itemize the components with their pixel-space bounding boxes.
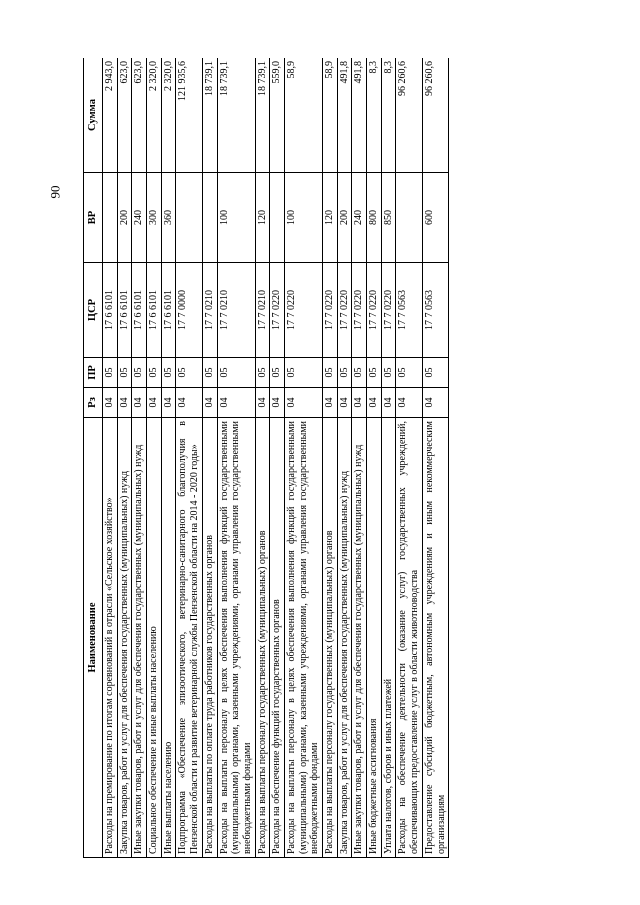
cell-name: Иные бюджетные ассигнования <box>367 418 382 858</box>
cell-name: Закупка товаров, работ и услуг для обеспечения государственных (муниципальных) нужд <box>117 418 132 858</box>
cell-vr: 200 <box>337 173 352 263</box>
cell-name: Расходы на выплаты по оплате труда работников государственных органов <box>202 418 217 858</box>
cell-sum: 18 739,1 <box>202 58 217 173</box>
cell-rz: 04 <box>117 388 132 418</box>
table-row <box>147 58 162 858</box>
table-body <box>103 58 449 858</box>
cell-pr: 05 <box>367 358 382 388</box>
table-row <box>255 58 270 858</box>
table-row <box>217 58 255 858</box>
table-row <box>337 58 352 858</box>
table-row <box>323 58 338 858</box>
cell-vr: 300 <box>147 173 162 263</box>
cell-pr: 05 <box>396 358 422 388</box>
cell-csr: 17 7 0220 <box>270 263 285 358</box>
table-row <box>202 58 217 858</box>
cell-sum: 623,0 <box>132 58 147 173</box>
cell-csr: 17 6 6101 <box>103 263 118 358</box>
cell-rz: 04 <box>217 388 255 418</box>
cell-vr: 120 <box>255 173 270 263</box>
cell-csr: 17 7 0220 <box>323 263 338 358</box>
cell-name: Расходы на выплаты персоналу государственных (муниципальных) органов <box>323 418 338 858</box>
table-header-row <box>84 58 103 858</box>
cell-pr: 05 <box>381 358 396 388</box>
rotated-page-area <box>83 58 578 858</box>
cell-vr <box>202 173 217 263</box>
cell-csr: 17 7 0000 <box>176 263 202 358</box>
cell-name: Расходы на выплаты персоналу в целях обеспечения выполнения функций государственными (муниципальными) органами, казенными учреждениями, органами управления государственными внебюджетными фондами <box>284 418 322 858</box>
cell-rz: 04 <box>422 388 448 418</box>
cell-pr: 05 <box>147 358 162 388</box>
cell-name: Иные выплаты населению <box>161 418 176 858</box>
table-row <box>284 58 322 858</box>
cell-pr: 05 <box>352 358 367 388</box>
cell-sum: 2 320,0 <box>161 58 176 173</box>
cell-pr: 05 <box>422 358 448 388</box>
header-vr: ВР <box>84 173 103 263</box>
cell-csr: 17 7 0220 <box>367 263 382 358</box>
cell-pr: 05 <box>161 358 176 388</box>
header-pr: ПР <box>84 358 103 388</box>
cell-pr: 05 <box>217 358 255 388</box>
cell-rz: 04 <box>103 388 118 418</box>
cell-sum: 8,3 <box>381 58 396 173</box>
table-row <box>396 58 422 858</box>
cell-name: Расходы на выплаты персоналу в целях обеспечения выполнения функций государственными (муниципальными) органами, казенными учреждениями, органами управления государственными внебюджетными фондами <box>217 418 255 858</box>
cell-rz: 04 <box>323 388 338 418</box>
cell-name: Закупка товаров, работ и услуг для обеспечения государственных (муниципальных) нужд <box>337 418 352 858</box>
cell-pr: 05 <box>132 358 147 388</box>
cell-pr: 05 <box>323 358 338 388</box>
cell-sum: 96 260,6 <box>396 58 422 173</box>
cell-sum: 96 260,6 <box>422 58 448 173</box>
cell-rz: 04 <box>202 388 217 418</box>
cell-vr: 850 <box>381 173 396 263</box>
table-row <box>117 58 132 858</box>
cell-csr: 17 7 0220 <box>284 263 322 358</box>
table-row <box>103 58 118 858</box>
cell-name: Иные закупки товаров, работ и услуг для обеспечения государственных (муниципальных) нужд <box>352 418 367 858</box>
cell-csr: 17 7 0220 <box>337 263 352 358</box>
table-row <box>161 58 176 858</box>
cell-sum: 2 943,0 <box>103 58 118 173</box>
cell-sum: 121 935,6 <box>176 58 202 173</box>
header-rz: Рз <box>84 388 103 418</box>
cell-rz: 04 <box>352 388 367 418</box>
cell-pr: 05 <box>284 358 322 388</box>
cell-sum: 58,9 <box>323 58 338 173</box>
cell-vr: 200 <box>117 173 132 263</box>
cell-sum: 491,8 <box>352 58 367 173</box>
cell-csr: 17 7 0210 <box>217 263 255 358</box>
cell-name: Иные закупки товаров, работ и услуг для обеспечения государственных (муниципальных) нужд <box>132 418 147 858</box>
cell-sum: 559,0 <box>270 58 285 173</box>
header-sum: Сумма <box>84 58 103 173</box>
cell-rz: 04 <box>381 388 396 418</box>
cell-vr: 240 <box>132 173 147 263</box>
cell-pr: 05 <box>270 358 285 388</box>
cell-sum: 2 320,0 <box>147 58 162 173</box>
cell-vr: 120 <box>323 173 338 263</box>
cell-rz: 04 <box>176 388 202 418</box>
cell-pr: 05 <box>176 358 202 388</box>
page-number: 90 <box>47 185 62 199</box>
table-row <box>270 58 285 858</box>
cell-sum: 623,0 <box>117 58 132 173</box>
table-row <box>381 58 396 858</box>
cell-rz: 04 <box>161 388 176 418</box>
cell-csr: 17 6 6101 <box>132 263 147 358</box>
cell-sum: 58,9 <box>284 58 322 173</box>
cell-vr <box>103 173 118 263</box>
cell-pr: 05 <box>337 358 352 388</box>
cell-name: Уплата налогов, сборов и иных платежей <box>381 418 396 858</box>
cell-pr: 05 <box>103 358 118 388</box>
cell-pr: 05 <box>117 358 132 388</box>
cell-csr: 17 7 0220 <box>352 263 367 358</box>
cell-vr: 100 <box>217 173 255 263</box>
table-row <box>367 58 382 858</box>
cell-rz: 04 <box>147 388 162 418</box>
cell-name: Расходы на премирование по итогам соревнований в отрасли «Сельское хозяйство» <box>103 418 118 858</box>
cell-vr: 600 <box>422 173 448 263</box>
rotated-content <box>83 58 578 858</box>
cell-rz: 04 <box>367 388 382 418</box>
table-row <box>132 58 147 858</box>
cell-pr: 05 <box>255 358 270 388</box>
cell-rz: 04 <box>284 388 322 418</box>
cell-name: Предоставление субсидий бюджетным, автономным учреждениям и иным некоммерческим организациям <box>422 418 448 858</box>
cell-rz: 04 <box>255 388 270 418</box>
cell-sum: 491,8 <box>337 58 352 173</box>
cell-pr: 05 <box>202 358 217 388</box>
cell-name: Расходы на обеспечение функций государственных органов <box>270 418 285 858</box>
cell-name: Социальное обеспечение и иные выплаты населению <box>147 418 162 858</box>
cell-vr: 100 <box>284 173 322 263</box>
cell-csr: 17 7 0220 <box>381 263 396 358</box>
cell-sum: 18 739,1 <box>217 58 255 173</box>
cell-csr: 17 6 6101 <box>161 263 176 358</box>
budget-table <box>83 58 449 858</box>
cell-rz: 04 <box>132 388 147 418</box>
cell-vr: 240 <box>352 173 367 263</box>
cell-rz: 04 <box>270 388 285 418</box>
cell-vr <box>176 173 202 263</box>
cell-vr: 360 <box>161 173 176 263</box>
cell-csr: 17 7 0210 <box>202 263 217 358</box>
cell-csr: 17 7 0563 <box>396 263 422 358</box>
cell-csr: 17 7 0210 <box>255 263 270 358</box>
cell-name: Подпрограмма «Обеспечение эпизоотического, ветеринарно-санитарного благополучия в Пензенской области и развитие ветеринарной службы Пензенской области на 2014 - 2020 годы» <box>176 418 202 858</box>
cell-vr: 800 <box>367 173 382 263</box>
cell-rz: 04 <box>337 388 352 418</box>
header-csr: ЦСР <box>84 263 103 358</box>
cell-vr <box>396 173 422 263</box>
cell-rz: 04 <box>396 388 422 418</box>
cell-csr: 17 6 6101 <box>117 263 132 358</box>
cell-name: Расходы на выплаты персоналу государственных (муниципальных) органов <box>255 418 270 858</box>
cell-csr: 17 6 6101 <box>147 263 162 358</box>
cell-sum: 18 739,1 <box>255 58 270 173</box>
cell-vr <box>270 173 285 263</box>
header-name: Наименование <box>84 418 103 858</box>
cell-csr: 17 7 0563 <box>422 263 448 358</box>
cell-name: Расходы на обеспечение деятельности (оказание услуг) государственных учреждений, обеспечивающих предоставление услуг в области животноводства <box>396 418 422 858</box>
cell-sum: 8,3 <box>367 58 382 173</box>
table-row <box>176 58 202 858</box>
table-row <box>352 58 367 858</box>
table-row <box>422 58 448 858</box>
